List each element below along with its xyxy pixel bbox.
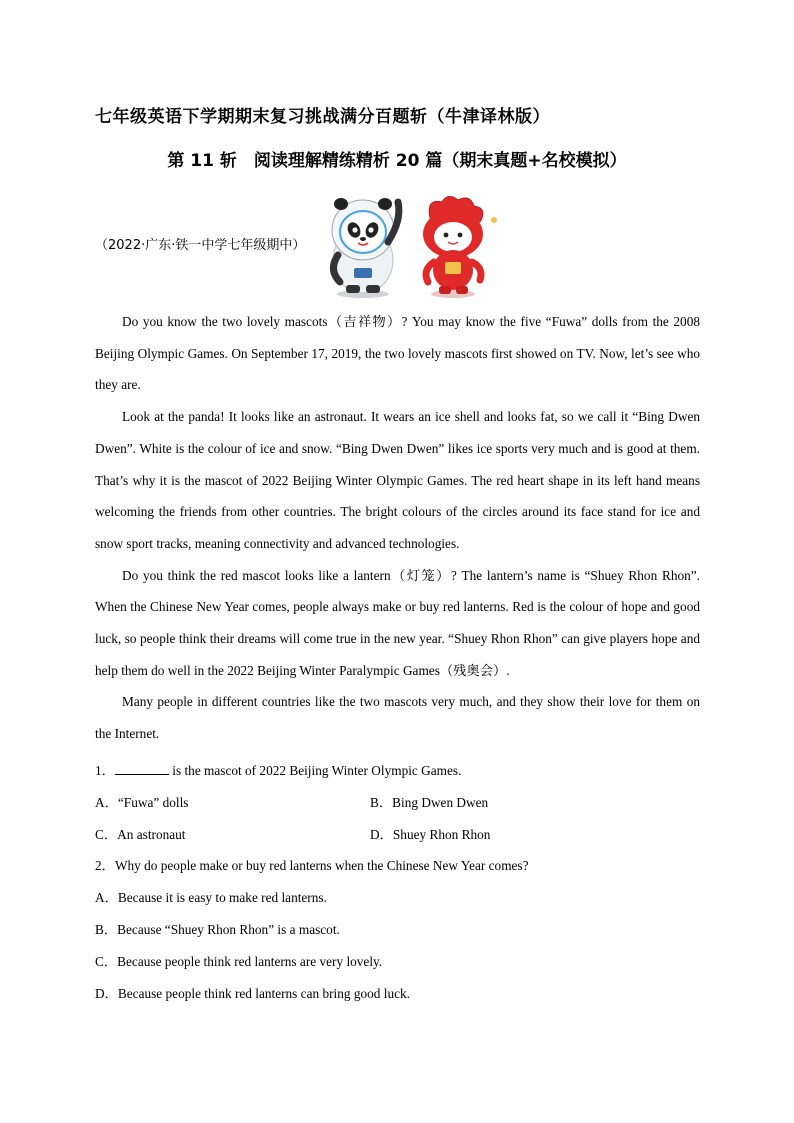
option-2c[interactable]: C．Because people think red lanterns are very lovely. (95, 954, 383, 969)
option-1d[interactable]: D．Shuey Rhon Rhon (370, 827, 491, 842)
reading-passage (95, 306, 700, 750)
option-2a[interactable]: A．Because it is easy to make red lanterns. (95, 890, 327, 905)
question-2 (95, 855, 529, 874)
bing-dwen-dwen-image (332, 198, 399, 298)
document-title: 七年级英语下学期期末复习挑战满分百题斩（牛津译林版） (95, 107, 550, 127)
source-note: （2022·广东·铁一中学七年级期中） (95, 238, 306, 253)
question-number: 2． (95, 858, 115, 873)
question-text: Why do people make or buy red lanterns when the Chinese New Year comes? (114, 858, 529, 873)
option-1a[interactable]: A．“Fuwa” dolls (95, 795, 189, 810)
answer-blank (115, 762, 169, 775)
option-2d[interactable]: D．Because people think red lanterns can bring good luck. (95, 986, 410, 1001)
option-1b[interactable]: B．Bing Dwen Dwen (370, 795, 489, 810)
question-number: 1． (95, 763, 115, 778)
passage-paragraph: Look at the panda! It looks like an astronaut. It wears an ice shell and looks fat, so we call it “Bing Dwen Dwen”. White is the colour of ice and snow. “Bing Dwen Dwen” likes ice sports very much and is good at them. That’s why it is the mascot of 2022 Beijing Winter Olympic Games. The red heart shape in its left hand means welcoming the friends from other countries. The bright colours of the circles around its face stand for ice and snow sport tracks, meaning connectivity and advanced technologies. (95, 409, 700, 551)
passage-paragraph: Do you know the two lovely mascots（吉祥物）? You may know the five “Fuwa” dolls from the 2008 Beijing Olympic Games. On September 17, 2019, the two lovely mascots first showed on TV. Now, let’s see who they are. (95, 314, 700, 393)
shuey-rhon-rhon-image (423, 196, 497, 298)
passage-paragraph: Many people in different countries like the two mascots very much, and they show their love for them on the Internet. (95, 694, 700, 742)
question-text: is the mascot of 2022 Beijing Winter Olympic Games. (168, 763, 462, 778)
option-1c[interactable]: C．An astronaut (95, 827, 186, 842)
document-subtitle: 第 11 斩 阅读理解精练精析 20 篇（期末真题+名校模拟） (167, 151, 627, 171)
question-1 (95, 760, 461, 779)
mascots-illustration (318, 190, 498, 300)
passage-paragraph: Do you think the red mascot looks like a lantern（灯笼）? The lantern’s name is “Shuey Rhon Rhon”. When the Chinese New Year comes, people always make or buy red lanterns. Red is the colour of hope and good luck, so people think their dreams will come true in the new year. “Shuey Rhon Rhon” can give players hope and help them do well in the 2022 Beijing Winter Paralympic Games（残奥会）. (95, 567, 700, 678)
option-2b[interactable]: B．Because “Shuey Rhon Rhon” is a mascot. (95, 922, 340, 937)
